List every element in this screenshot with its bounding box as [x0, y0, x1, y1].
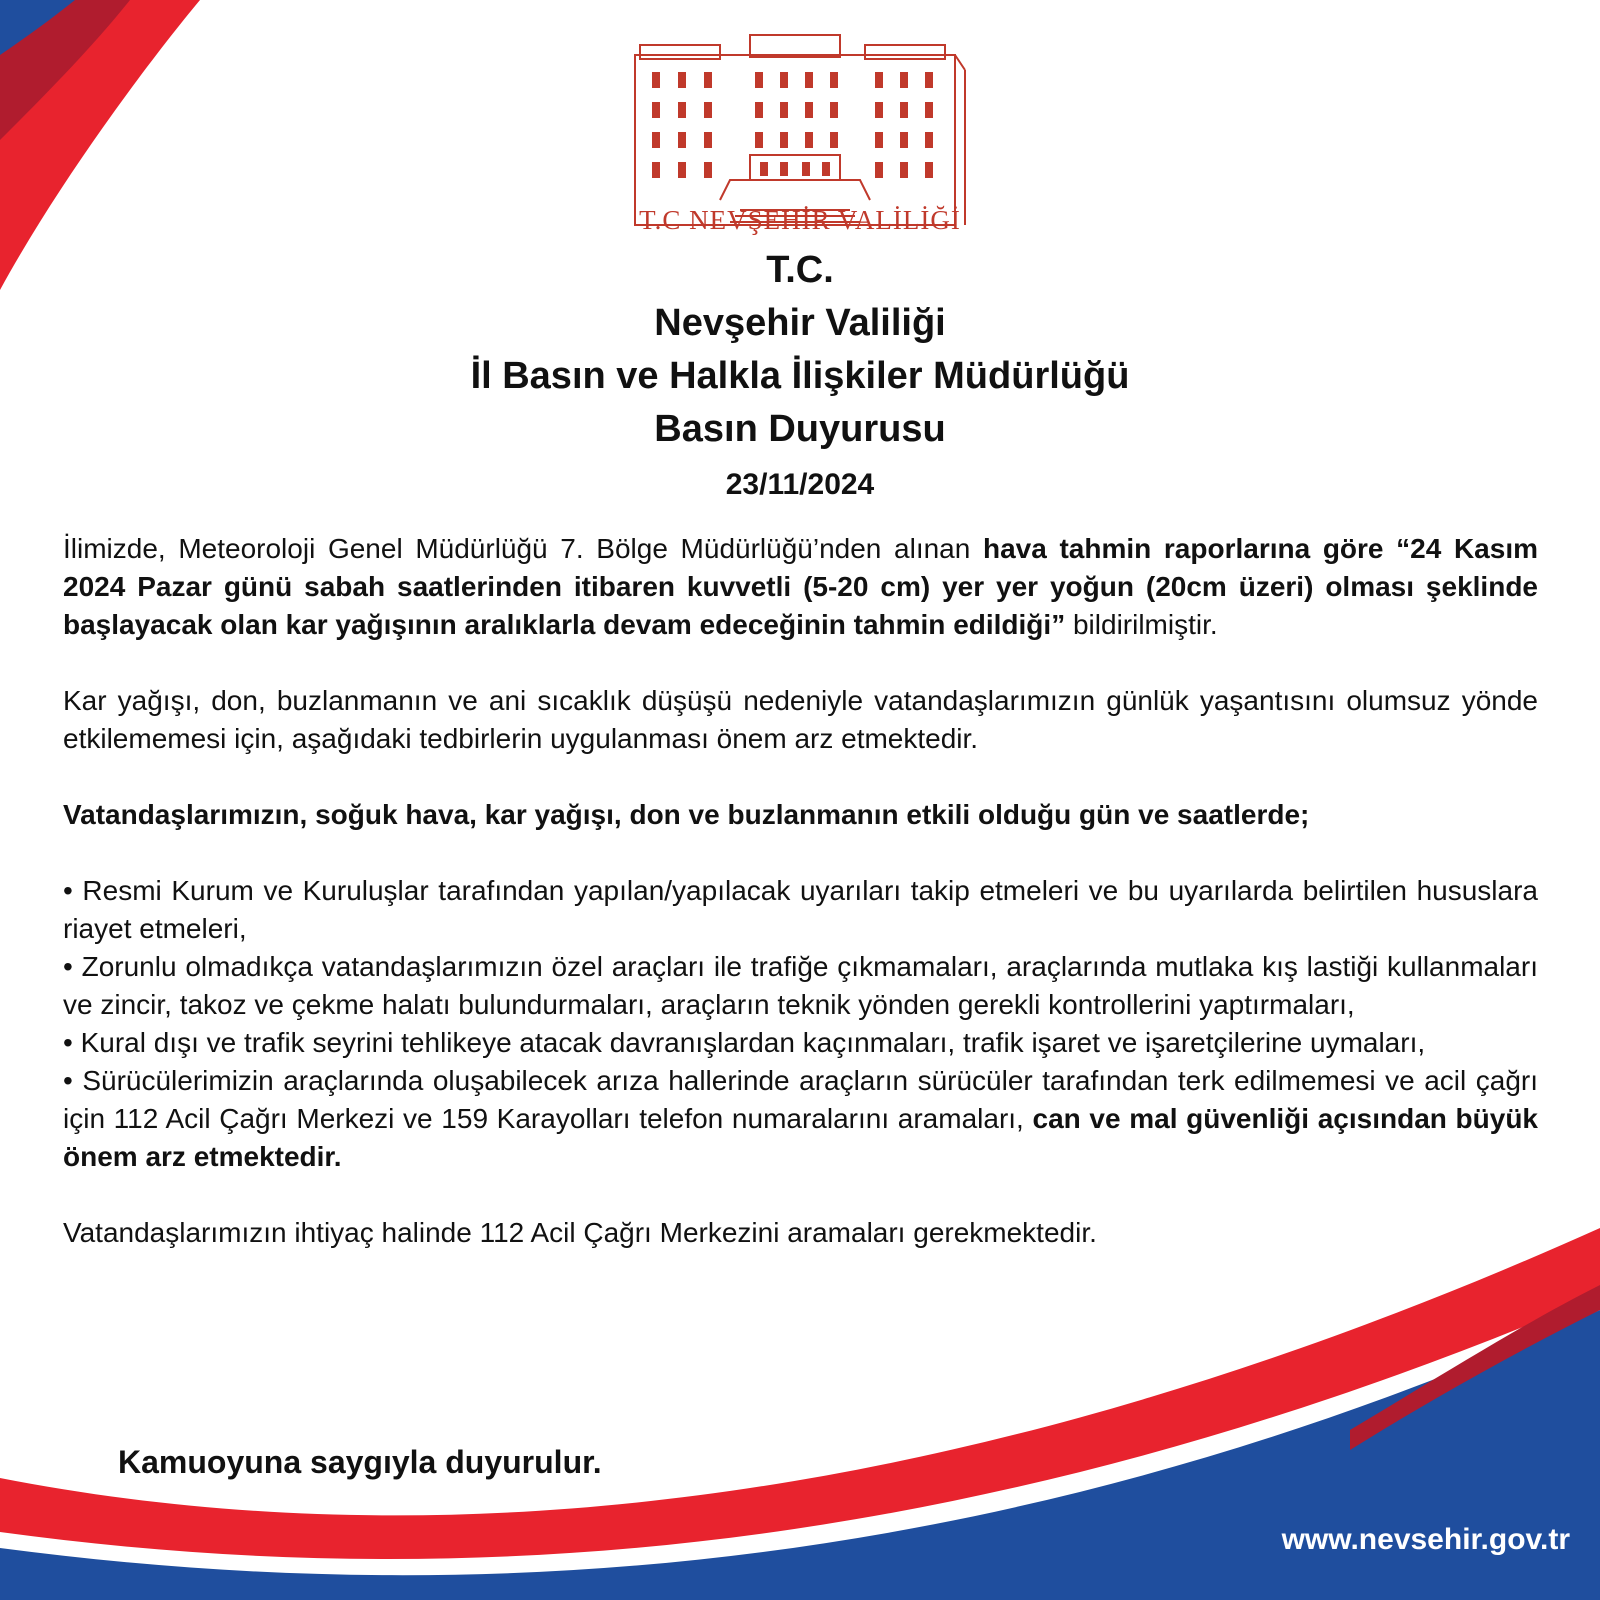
- document-header: [0, 244, 1600, 456]
- bullet-item-4: [63, 1062, 1538, 1176]
- closing-statement: Kamuoyuna saygıyla duyurulur.: [118, 1444, 602, 1480]
- bullet-item-3: • Kural dışı ve trafik seyrini tehlikeye atacak davranışlardan kaçınmaları, trafik işaret ve işaretçilerine uymaları,: [63, 1024, 1538, 1062]
- bullet-item-4-bold: can ve mal güvenliği açısından büyük önem arz etmektedir.: [63, 1103, 1538, 1172]
- announcement-date: 23/11/2024: [725, 468, 875, 501]
- header-line-directorate: İl Basın ve Halkla İlişkiler Müdürlüğü: [470, 355, 1130, 397]
- header-line-press-release: Basın Duyurusu: [654, 408, 946, 450]
- bullet-item-2: • Zorunlu olmadıkça vatandaşlarımızın özel araçları ile trafiğe çıkmamaları, araçlarında mutlaka kış lastiği kullanmaları ve zincir, takoz ve çekme halatı bulundurmaları, araçların teknik yönden gerekli kontrollerini yaptırmaları,: [63, 948, 1538, 1024]
- header-line-governorship: Nevşehir Valiliği: [654, 302, 946, 344]
- paragraph-forecast: [63, 530, 1538, 644]
- header-line-tc: T.C.: [766, 249, 834, 291]
- paragraph-measures: Kar yağışı, don, buzlanmanın ve ani sıcaklık düşüşü nedeniyle vatandaşlarımızın günlük yaşantısını olumsuz yönde etkilememesi için, aşağıdaki tedbirlerin uygulanması önem arz etmektedir.: [63, 685, 1538, 754]
- paragraph-forecast-end: bildirilmiştir.: [1065, 609, 1218, 640]
- paragraph-forecast-bold: hava tahmin raporlarına göre “24 Kasım 2024 Pazar günü sabah saatlerinden itibaren kuvvetli (5-20 cm) yer yer yoğun (20cm üzeri) olması şeklinde başlayacak olan kar yağışının aralıklarla devam edeceğinin tahmin edildiği”: [63, 533, 1538, 640]
- announcement-body: [63, 530, 1538, 1252]
- logo-caption: T.C NEVŞEHİR VALİLİĞİ: [639, 205, 961, 235]
- bullet-item-4-text: Sürücülerimizin araçlarında oluşabilecek arıza hallerinde araçların sürücüler tarafından terk edilmemesi ve acil çağrı için 112 Acil Çağrı Merkezi ve 159 Karayolları telefon numaralarını aramaları,: [63, 1065, 1539, 1134]
- paragraph-emergency-call: Vatandaşlarımızın ihtiyaç halinde 112 Acil Çağrı Merkezini aramaları gerekmektedir.: [63, 1217, 1097, 1248]
- website-url: www.nevsehir.gov.tr: [1281, 1523, 1570, 1556]
- bullet-item-1: • Resmi Kurum ve Kuruluşlar tarafından yapılan/yapılacak uyarıları takip etmeleri ve bu uyarılarda belirtilen hususlara riayet etmeleri,: [63, 872, 1538, 948]
- paragraph-citizens-heading: [63, 796, 1538, 834]
- paragraph-forecast-intro: İlimizde, Meteoroloji Genel Müdürlüğü 7. Bölge Müdürlüğü’nden alınan: [63, 533, 983, 564]
- citizens-heading-bold: Vatandaşlarımızın, soğuk hava, kar yağışı, don ve buzlanmanın etkili olduğu gün ve saatlerde;: [63, 799, 1310, 830]
